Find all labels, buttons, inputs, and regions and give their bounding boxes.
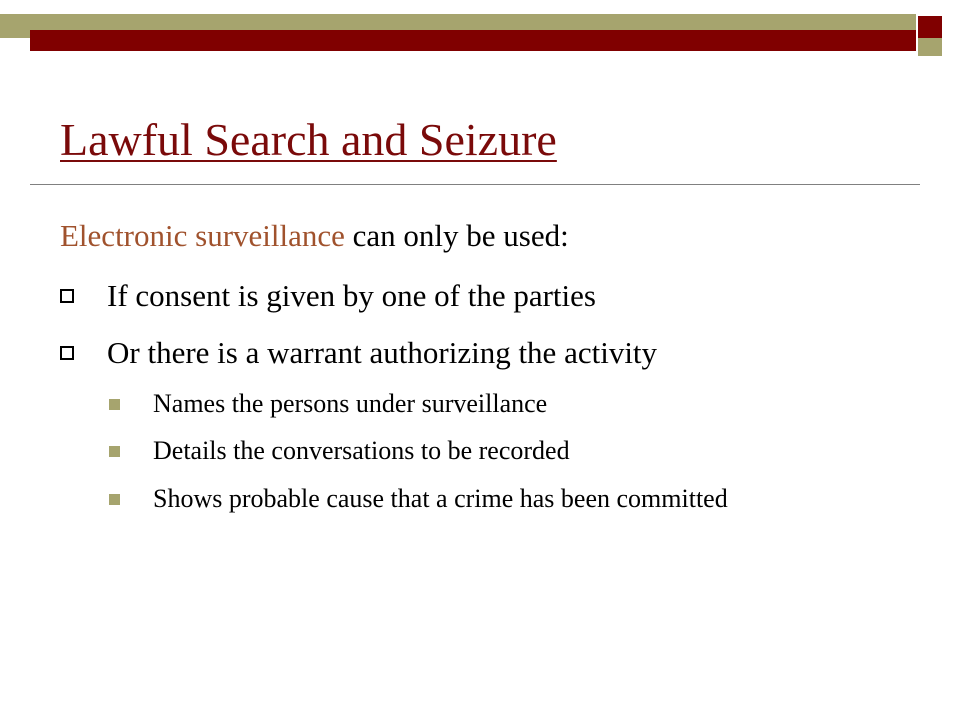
top-decoration-band-maroon: [30, 30, 918, 51]
sub-bullet-text: Details the conversations to be recorded: [153, 436, 570, 465]
bullet-text: If consent is given by one of the parties: [107, 278, 596, 313]
sub-bullet-item: [109, 388, 829, 420]
hollow-square-icon: [60, 346, 74, 360]
hollow-square-icon: [60, 289, 74, 303]
sub-bullet-text: Shows probable cause that a crime has been committed: [153, 484, 728, 513]
corner-decoration-divider: [916, 14, 942, 56]
sub-bullet-text: Names the persons under surveillance: [153, 389, 548, 418]
title-divider: [30, 184, 920, 185]
slide-title: Lawful Search and Seizure: [60, 114, 557, 165]
intro-accent-text: Electronic surveillance: [60, 218, 345, 253]
filled-square-icon: [109, 494, 120, 505]
filled-square-icon: [109, 446, 120, 457]
intro-text: can only be used:: [344, 218, 569, 253]
sub-bullet-item: [109, 483, 789, 515]
sub-bullet-item: [109, 435, 829, 467]
intro-line: [60, 214, 569, 258]
filled-square-icon: [109, 399, 120, 410]
bullet-text: Or there is a warrant authorizing the activity: [107, 335, 658, 370]
